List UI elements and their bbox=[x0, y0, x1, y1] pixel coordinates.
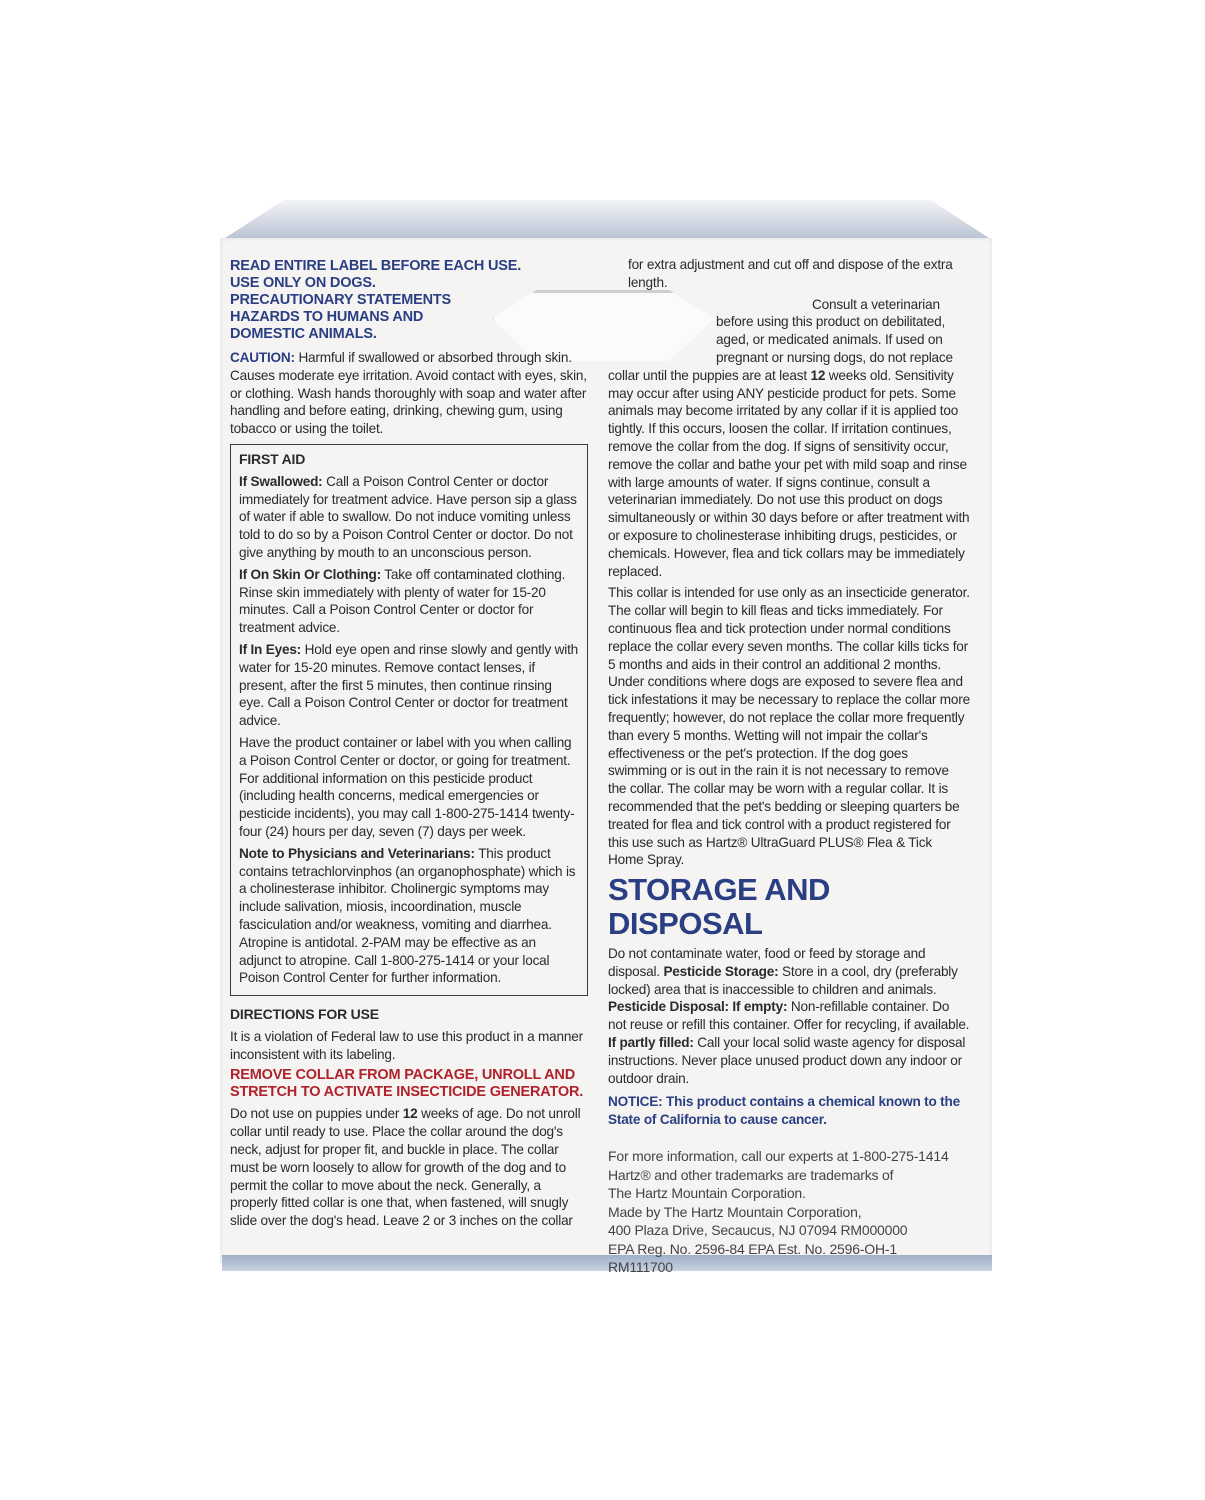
note-text: This product contains tetrachlorvinphos (an organophosphate) which is a cholinesterase inhibitor. Cholinergic symptoms may include salivation, miosis, incoordination, muscle fasciculation and/or weakness, vomiting and diarrhea. Atropine is antidotal. 2-PAM may be effective as an adjunct to atropine. Call 1-800-275-1414 or your local Poison Control Center for further information. bbox=[239, 845, 576, 986]
eyes-label: If In Eyes: bbox=[239, 641, 302, 657]
federal-law-text: It is a violation of Federal law to use this product in a manner inconsistent with its labeling. bbox=[230, 1028, 583, 1062]
puppies-paragraph bbox=[230, 1105, 588, 1230]
contact-line: Hartz® and other trademarks are trademarks of bbox=[608, 1166, 894, 1183]
contact-line: Made by The Hartz Mountain Corporation, bbox=[608, 1203, 862, 1220]
container-paragraph: Have the product container or label with you when calling a Poison Control Center or doctor, or going for treatment. For additional information on this pesticide product (including health concerns, medical emergencies or pesticide incidents), you may call 1-800-275-1414 twenty-four (24) hours per day, seven (7) days per week. bbox=[239, 734, 575, 839]
hole-spacer bbox=[608, 296, 716, 358]
consult-paragraph bbox=[608, 296, 970, 581]
header-line: READ ENTIRE LABEL BEFORE EACH USE. bbox=[230, 258, 522, 274]
eyes-text: Hold eye open and rinse slowly and gently with water for 15-20 minutes. Remove contact lenses, if present, after the first 5 minutes, then continue rinsing eye. Call a Poison Control Center or doctor for treatment advice. bbox=[239, 641, 579, 729]
contact-line: 400 Plaza Drive, Secaucus, NJ 07094 RM000000 bbox=[608, 1222, 908, 1239]
puppies-text-a: Do not use on puppies under bbox=[230, 1106, 403, 1122]
contact-line: The Hartz Mountain Corporation. bbox=[608, 1185, 806, 1202]
storage-paragraph bbox=[608, 945, 970, 1087]
note-label: Note to Physicians and Veterinarians: bbox=[239, 845, 475, 861]
caution-paragraph bbox=[230, 349, 588, 438]
storage-title: STORAGE AND DISPOSAL bbox=[608, 872, 830, 942]
package-top-edge bbox=[222, 200, 992, 240]
storage-text: Store in a cool, dry (preferably locked) area that is inaccessible to children and animals. bbox=[608, 963, 958, 997]
contact-line: EPA Reg. No. 2596-84 EPA Est. No. 2596-OH-1 bbox=[608, 1240, 897, 1257]
header-line: USE ONLY ON DOGS. bbox=[230, 275, 376, 291]
california-notice: NOTICE: This product contains a chemical known to the State of California to cause cancer. bbox=[608, 1094, 960, 1128]
physicians-note bbox=[239, 845, 579, 987]
header-line: DOMESTIC ANIMALS. bbox=[230, 326, 377, 342]
skin-paragraph bbox=[239, 566, 579, 637]
storage-label: Pesticide Storage: bbox=[663, 963, 779, 979]
disposal-text: Non-refillable container. Do not reuse or refill this container. Offer for recycling, if available. bbox=[608, 999, 970, 1033]
header-line: PRECAUTIONARY STATEMENTS bbox=[230, 292, 452, 308]
partly-filled-text: Call your local solid waste agency for disposal instructions. Never place unused product down any indoor or outdoor drain. bbox=[608, 1035, 966, 1086]
caution-text: Harmful if swallowed or absorbed through skin. Causes moderate eye irritation. Avoid contact with eyes, skin, or clothing. Wash hands thoroughly with soap and water after handling and before eating, drinking, chewing gum, using tobacco or using the toilet. bbox=[230, 350, 587, 437]
partly-filled-label: If partly filled: bbox=[608, 1035, 694, 1051]
consult-text-a: Consult a veterinarian before using this product on debilitated, aged, or medicated animals. If used on pregnant or nursing dogs, do not replace collar until the puppies are at least bbox=[608, 296, 953, 383]
eyes-paragraph bbox=[239, 641, 579, 730]
contact-line: RM111700 bbox=[608, 1259, 673, 1276]
contact-line: For more information, call our experts at 1-800-275-1414 bbox=[608, 1148, 949, 1165]
right-column bbox=[608, 256, 970, 1277]
continuation-text: for extra adjustment and cut off and dispose of the extra length. bbox=[628, 257, 953, 290]
storage-intro: Do not contaminate water, food or feed by storage and disposal. bbox=[608, 946, 926, 979]
swallowed-label: If Swallowed: bbox=[239, 473, 323, 489]
disposal-label: Pesticide Disposal: If empty: bbox=[608, 999, 788, 1015]
swallowed-text: Call a Poison Control Center or doctor immediately for treatment advice. Have person sip a glass of water if able to swallow. Do not induce vomiting unless told to do so by a Poison Control Center or doctor. Do not give anything by mouth to an unconscious person. bbox=[239, 473, 577, 560]
consult-age: 12 bbox=[810, 367, 826, 383]
intended-use-paragraph: This collar is intended for use only as an insecticide generator. The collar will begin to kill fleas and ticks immediately. For continuous flea and tick protection under normal conditions replace the collar every seven months. The collar kills ticks for 5 months and aids in their control an additional 2 months. Under conditions where dogs are exposed to severe flea and tick infestations it may be necessary to replace the collar more frequently; however, do not replace the collar more frequently than every 5 months. Wetting will not impair the collar's effectiveness or the pet's protection. If the dog goes swimming or is out in the rain it is not necessary to remove the collar. The collar may be worn with a regular collar. It is recommended that the pet's bedding or sleeping quarters be treated for flea and tick control with a product registered for this use such as Hartz® UltraGuard PLUS® Flea & Tick Home Spray. bbox=[608, 585, 970, 868]
consult-text-b: weeks old. Sensitivity may occur after using ANY pesticide product for pets. Some animals may become irritated by any collar if it is applied too tightly. If this occurs, loosen the collar. If irritation continues, remove the collar from the dog. If signs of sensitivity occur, remove the collar and bathe your pet with mild soap and rinse with large amounts of water. If signs continue, consult a veterinarian immediately. Do not use this product on dogs simultaneously or within 30 days before or after treatment with or exposure to cholinesterase inhibiting drugs, pesticides, or chemicals. However, flea and tick collars may be immediately replaced. bbox=[608, 367, 970, 579]
first-aid-box bbox=[230, 444, 588, 996]
directions-title: DIRECTIONS FOR USE bbox=[230, 1006, 379, 1023]
skin-label: If On Skin Or Clothing: bbox=[239, 566, 381, 582]
contact-block bbox=[608, 1147, 970, 1277]
left-column bbox=[230, 258, 588, 1234]
label-header bbox=[230, 258, 588, 343]
first-aid-title: FIRST AID bbox=[239, 450, 306, 467]
header-line: HAZARDS TO HUMANS AND bbox=[230, 309, 424, 325]
swallowed-paragraph bbox=[239, 473, 579, 562]
remove-collar-instruction: REMOVE COLLAR FROM PACKAGE, UNROLL AND STRETCH TO ACTIVATE INSECTICIDE GENERATOR. bbox=[230, 1067, 584, 1101]
puppies-age: 12 bbox=[402, 1106, 418, 1122]
caution-label: CAUTION: bbox=[230, 350, 295, 365]
puppies-text-b: weeks of age. Do not unroll collar until ready to use. Place the collar around the dog's neck, adjust for proper fit, and buckle in place. The collar must be worn loosely to allow for growth of the dog and to permit the collar to move about the neck. Generally, a properly fitted collar is one that, when fastened, will snugly slide over the dog's head. Leave 2 or 3 inches on the collar bbox=[230, 1106, 581, 1229]
skin-text: Take off contaminated clothing. Rinse skin immediately with plenty of water for 15-20 minutes. Call a Poison Control Center or doctor for treatment advice. bbox=[239, 566, 566, 636]
